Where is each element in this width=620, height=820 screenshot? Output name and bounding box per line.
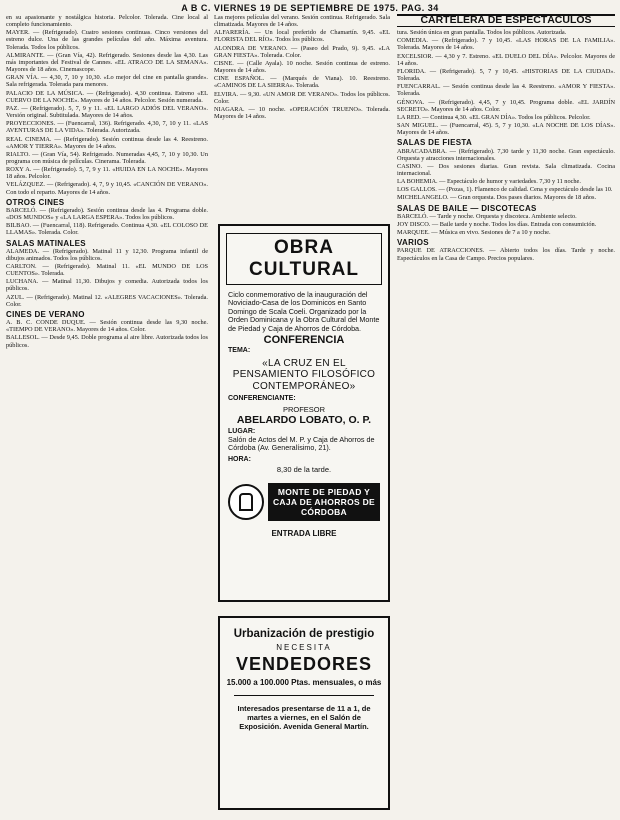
section-heading-otros-cines: OTROS CINES bbox=[6, 197, 65, 207]
section-heading-cines-verano: CINES DE VERANO bbox=[6, 309, 85, 319]
ad-speaker-label: CONFERENCIANTE: bbox=[228, 395, 296, 403]
obra-cultural-ad bbox=[218, 224, 390, 602]
listing-paragraph: CASINO. — Dos sesiones diarias. Gran revista. Sala climatizada. Cocina internacional. bbox=[397, 162, 615, 177]
bank-name: MONTE DE PIEDAD Y CAJA DE AHORROS DE CÓRDOBA bbox=[268, 483, 380, 521]
ad-place-label: LUGAR: bbox=[228, 427, 256, 435]
ad-intro: Ciclo conmemorativo de la inauguración del Noviciado-Casa de los Dominicos en Santo Domingo de Scala Coeli. Organizado por la Orden Dominicana y la Obra Cultural del Monte de Piedad y Caja de Ahorros de Córdoba. bbox=[228, 290, 380, 333]
listing-paragraph: FUENCARRAL. — Sesión continua desde las 4. Reestreno. «AMOR Y FIESTA». Tolerada. bbox=[397, 83, 615, 98]
listing-paragraph: BILBAO. — (Fuencarral, 118). Refrigerado. Continua 4,30. «EL COLOSO DE LLAMAS». Tolerada. Color. bbox=[6, 222, 208, 237]
column-right bbox=[397, 14, 615, 814]
listing-paragraph: Las mejores películas del verano. Sesión continua. Refrigerado. Sala climatizada. Mayores de 14 años. bbox=[214, 14, 390, 29]
section-heading-salas-matinales: SALAS MATINALES bbox=[6, 238, 86, 248]
listing-paragraph: ABRACADABRA. — (Refrigerado). 7,30 tarde y 11,30 noche. Gran espectáculo. Orquesta y atracciones internacionales. bbox=[397, 147, 615, 162]
listing-paragraph: MICHELANGELO. — Gran orquesta. Dos pases diarios. Mayores de 18 años. bbox=[397, 194, 597, 202]
ad-time-label: HORA: bbox=[228, 455, 251, 463]
listing-paragraph: tura. Sesión única en gran pantalla. Todos los públicos. Autorizada. bbox=[397, 29, 567, 37]
listing-paragraph: FLORIDA. — (Refrigerado). 5, 7 y 10,45. «HISTORIAS DE LA CIUDAD». Tolerada. bbox=[397, 67, 615, 83]
classified-role: VENDEDORES bbox=[235, 654, 373, 674]
divider bbox=[234, 695, 374, 696]
listing-paragraph: CARLTON. — (Refrigerado). Matinal 11. «EL MUNDO DE LOS CUENTOS». Tolerada. bbox=[6, 263, 208, 278]
classified-needs: NECESITA bbox=[276, 643, 332, 652]
listing-paragraph: MARQUEE. — Música en vivo. Sesiones de 7 a 10 y noche. bbox=[397, 229, 551, 237]
listing-paragraph: PROYECCIONES. — (Fuencarral, 136). Refrigerado. 4,30, 7, 10 y 11. «LAS AVENTURAS DE LA VIDA». Tolerada. Autorizada. bbox=[6, 120, 208, 135]
classified-pay: 15.000 a 100.000 Ptas. mensuales, o más bbox=[226, 678, 382, 687]
ad-time: 8,30 de la tarde. bbox=[276, 465, 332, 475]
listing-paragraph: RIALTO. — (Gran Vía, 54). Refrigerado. Numeradas 4,45, 7, 10 y 10,30. Un programa con música de películas. Cinerama. Tolerada. bbox=[6, 150, 208, 165]
classified-heading: Urbanización de prestigio bbox=[233, 628, 375, 640]
listing-paragraph: ALONDRA DE VERANO. — (Paseo del Prado, 9). 9,45. «LA GRAN FIESTA». Tolerada. Color. bbox=[214, 44, 390, 59]
bank-logo-icon bbox=[228, 484, 264, 520]
column-left bbox=[6, 14, 208, 814]
listing-paragraph: LOS GALLOS. — (Pozas, 1). Flamenco de calidad. Cena y espectáculo desde las 10. bbox=[397, 186, 613, 194]
ad-tema-label: TEMA: bbox=[228, 347, 251, 355]
listing-paragraph: MAYER. — (Refrigerado). Cuatro sesiones continuas. Cinco versiones del estreno dulce. Una de las grandes películas del año. Máxima aventura. Tolerada. Todos los públicos. bbox=[6, 29, 208, 51]
ad-speaker-name: ABELARDO LOBATO, O. P. bbox=[236, 414, 372, 427]
listing-paragraph: A. B. C. CONDE DUQUE. — Sesión continua desde las 9,30 noche. «TIEMPO DE VERANO». Mayores de 14 años. Color. bbox=[6, 319, 208, 334]
bank-banner bbox=[228, 483, 380, 521]
listing-paragraph: AZUL. — (Refrigerado). Matinal 12. «ALEGRES VACACIONES». Tolerada. Color. bbox=[6, 293, 208, 308]
page-header: A B C. VIERNES 19 DE SEPTIEMBRE DE 1975. PAG. 34 bbox=[181, 3, 439, 13]
listing-paragraph: ALFARERÍA. — Un local preferido de Chamartín. 9,45. «EL FLORISTA DEL RÍO». Todos los públicos. bbox=[214, 29, 390, 44]
section-heading-varios: VARIOS bbox=[397, 238, 429, 248]
listing-paragraph: LUCHANA. — Matinal 11,30. Dibujos y comedia. Autorizada todos los públicos. bbox=[6, 278, 208, 293]
listing-paragraph: LA BOHEMIA. — Espectáculo de humor y variedades. 7,30 y 11 noche. bbox=[397, 178, 581, 186]
listing-paragraph: BALLESOL. — Desde 9,45. Doble programa al aire libre. Autorizada todos los públicos. bbox=[6, 334, 208, 349]
listing-paragraph: BARCELÓ. — (Refrigerado). Sesión continua desde las 4. Programa doble. «DOS MUNDOS» y «LA LARGA ESPERA». Todos los públicos. bbox=[6, 206, 208, 222]
listing-paragraph: PALACIO DE LA MÚSICA. — (Refrigerado). 4,30 continua. Estreno «EL CUERVO DE LA NOCHE». Mayores de 14 años. Pelcolor. Sesión numerada. bbox=[6, 89, 208, 104]
listing-paragraph: ELVIRA. — 9,30. «UN AMOR DE VERANO». Todos los públicos. Color. bbox=[214, 90, 390, 105]
classified-ad bbox=[218, 616, 390, 810]
ad-talk-title: «LA CRUZ EN EL PENSAMIENTO FILOSÓFICO CONTEMPORÁNEO» bbox=[232, 357, 376, 392]
listing-paragraph: GRAN VÍA. — 4,30, 7, 10 y 10,30. «Lo mejor del cine en pantalla grande». Sala refrigerada. Tolerada para menores. bbox=[6, 74, 208, 89]
listing-paragraph: PARQUE DE ATRACCIONES. — Abierto todos los días. Tarde y noche. Espectáculos en la Casa de Campo. Precios populares. bbox=[397, 247, 615, 262]
ad-free-entry: ENTRADA LIBRE bbox=[271, 528, 337, 538]
cartelera-heading: CARTELERA DE ESPECTÁCULOS bbox=[397, 14, 615, 27]
listing-paragraph: NIAGARA. — 10 noche. «OPERACIÓN TRUENO». Tolerada. Mayores de 14 años. bbox=[214, 105, 390, 121]
ad-conference-label: CONFERENCIA bbox=[263, 334, 345, 347]
listing-paragraph: LA RED. — Continua 4,30. «EL GRAN DÍA». Todos los públicos. Pelcolor. bbox=[397, 113, 591, 121]
ad-speaker-role: PROFESOR bbox=[282, 404, 326, 414]
listing-paragraph: REAL CINEMA. — (Refrigerado). Sesión continua desde las 4. Reestreno. «AMOR Y TIERRA». Mayores de 14 años. bbox=[6, 135, 208, 150]
listing-paragraph: EXCELSIOR. — 4,30 y 7. Estreno. «EL DUELO DEL DÍA». Pelcolor. Mayores de 14 años. bbox=[397, 52, 615, 67]
listing-paragraph: CISNE. — (Calle Ayala). 10 noche. Sesión continua de estreno. Mayores de 14 años. bbox=[214, 59, 390, 75]
listing-paragraph: CINE ESPAÑOL. — (Marqués de Viana). 10. Reestreno. «CAMINOS DE LA SIERRA». Tolerada. bbox=[214, 75, 390, 90]
ad-title: OBRA CULTURAL bbox=[226, 233, 382, 285]
listing-paragraph: SAN MIGUEL. — (Fuencarral, 45). 5, 7 y 10,30. «LA NOCHE DE LOS DÍAS». Mayores de 14 años. bbox=[397, 122, 615, 137]
listing-paragraph: ROXY A. — (Refrigerado). 5, 7, 9 y 11. «HUIDA EN LA NOCHE». Mayores 18 años. Pelcolor. bbox=[6, 166, 208, 181]
section-heading-salas-fiesta: SALAS DE FIESTA bbox=[397, 138, 473, 148]
listing-paragraph: JOY DISCO. — Baile tarde y noche. Todos los días. Entrada con consumición. bbox=[397, 220, 597, 228]
ad-place: Salón de Actos del M. P. y Caja de Ahorros de Córdoba (Av. Generalísimo, 21). bbox=[228, 434, 375, 453]
text-paragraph: en su apasionante y nostálgica historia. Pelcolor. Tolerada. Cine local al completo funcionamiento. bbox=[6, 14, 208, 29]
listing-paragraph: PAZ. — (Refrigerado). 5, 7, 9 y 11. «EL LARGO ADIÓS DEL VERANO». Versión original. Subtitulada. Mayores de 14 años. bbox=[6, 104, 208, 120]
section-heading-salas-baile: SALAS DE BAILE — DISCOTECAS bbox=[397, 203, 537, 213]
listing-paragraph: BARCELÓ. — Tarde y noche. Orquesta y discoteca. Ambiente selecto. bbox=[397, 212, 577, 220]
listing-paragraph: ALAMEDA. — (Refrigerado). Matinal 11 y 12,30. Programa infantil de dibujos animados. Todos los públicos. bbox=[6, 247, 208, 262]
listing-paragraph: GÉNOVA. — (Refrigerado). 4,45, 7 y 10,45. Programa doble. «EL JARDÍN SECRETO». Mayores de 14 años. Color. bbox=[397, 98, 615, 113]
listing-paragraph: ALMIRANTE. — (Gran Vía, 42). Refrigerado. Sesiones desde las 4,30. Las más importantes del Festival de Cannes. «EL ATRACO DE LA SEMANA». Mayores de 18 años. Cinemascope. bbox=[6, 51, 208, 74]
listing-paragraph: VELÁZQUEZ. — (Refrigerado). 4, 7, 9 y 10,45. «CANCIÓN DE VERANO». Con todo el reparto. Mayores de 14 años. bbox=[6, 181, 208, 196]
listing-paragraph: COMEDIA. — (Refrigerado). 7 y 10,45. «LAS HORAS DE LA FAMILIA». Tolerada. Mayores de 14 años. bbox=[397, 37, 615, 52]
column-middle bbox=[214, 14, 390, 224]
classified-info: Interesados presentarse de 11 a 1, de martes a viernes, en el Salón de Exposición. Avenida General Martín. bbox=[237, 704, 371, 731]
